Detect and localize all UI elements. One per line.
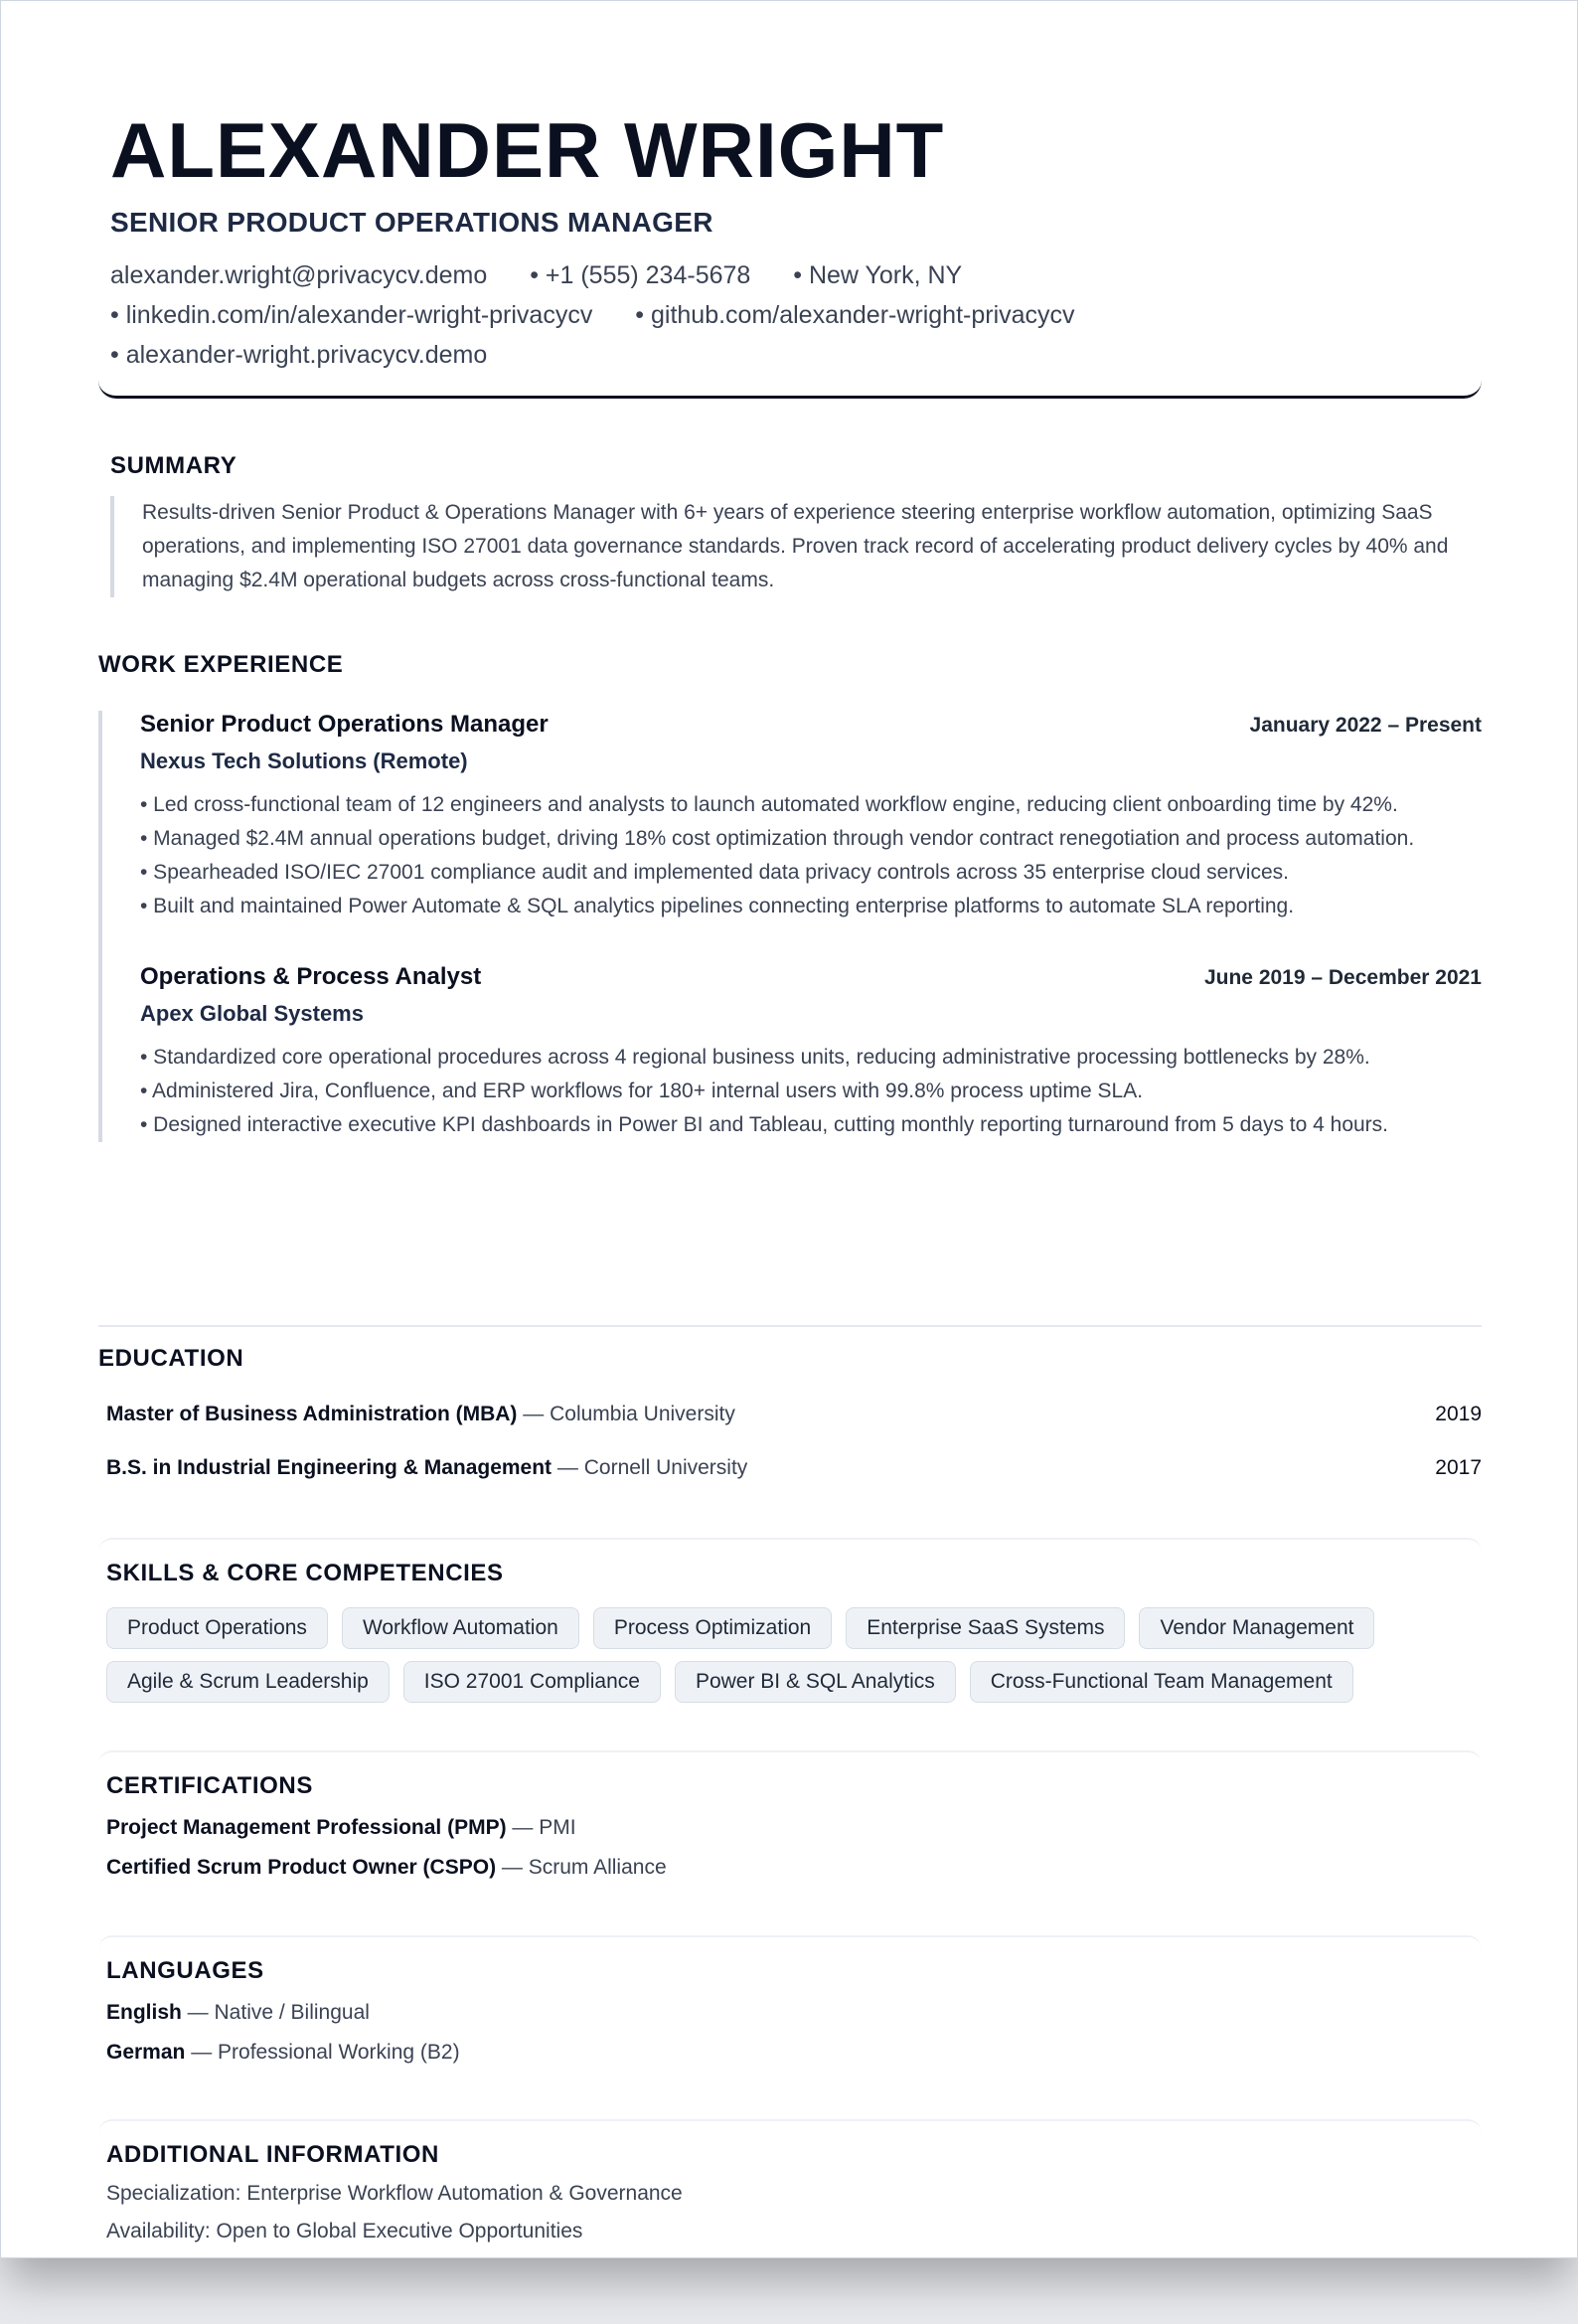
language-item bbox=[106, 1993, 1482, 2033]
additional-info-heading: ADDITIONAL INFORMATION bbox=[106, 2141, 439, 2168]
certification-item bbox=[106, 1808, 1482, 1848]
skills-list bbox=[106, 1607, 1498, 1703]
contact-github[interactable]: • github.com/alexander-wright-privacycv bbox=[635, 301, 1075, 329]
job-bullet: • Built and maintained Power Automate & SQL analytics pipelines connecting enterprise platforms to automate SLA reporting. bbox=[140, 895, 1295, 917]
job-company: Nexus Tech Solutions (Remote) bbox=[140, 748, 468, 773]
skill-chip: Product Operations bbox=[106, 1607, 328, 1649]
job-entry bbox=[140, 963, 1482, 1142]
job-company: Apex Global Systems bbox=[140, 1001, 364, 1026]
summary-heading: SUMMARY bbox=[110, 452, 237, 479]
education-year: 2017 bbox=[1435, 1456, 1482, 1479]
contact-linkedin[interactable]: • linkedin.com/in/alexander-wright-privacycv bbox=[110, 301, 593, 329]
job-role: Operations & Process Analyst bbox=[140, 963, 482, 990]
job-bullet: • Led cross-functional team of 12 engineers and analysts to launch automated workflow engine, reducing client onboarding time by 42%. bbox=[140, 793, 1398, 816]
job-bullets bbox=[140, 1041, 1482, 1142]
contact-row bbox=[110, 295, 1482, 335]
job-entry bbox=[140, 711, 1482, 923]
education-degree: B.S. in Industrial Engineering & Management bbox=[106, 1456, 552, 1479]
additional-info-section bbox=[98, 2119, 1482, 2250]
language-level: — Native / Bilingual bbox=[181, 2001, 370, 2024]
contact-location: • New York, NY bbox=[793, 261, 963, 289]
education-section bbox=[98, 1345, 1482, 1480]
language-name: German bbox=[106, 2041, 186, 2064]
language-item bbox=[106, 2033, 1482, 2073]
contact-info bbox=[110, 255, 1482, 375]
certifications-heading: CERTIFICATIONS bbox=[106, 1772, 313, 1799]
languages-heading: LANGUAGES bbox=[106, 1957, 264, 1984]
skill-chip: Agile & Scrum Leadership bbox=[106, 1661, 390, 1703]
certifications-section bbox=[98, 1750, 1482, 1888]
job-bullet: • Administered Jira, Confluence, and ERP workflows for 180+ internal users with 99.8% process uptime SLA. bbox=[140, 1079, 1144, 1102]
summary-text: Results-driven Senior Product & Operations Manager with 6+ years of experience steering enterprise workflow automation, optimizing SaaS operations, and implementing ISO 27001 data governance standards. Proven track record of accelerating product delivery cycles by 40% and managing $2.4M operational budgets across cross-functional teams. bbox=[110, 496, 1474, 597]
skill-chip: Workflow Automation bbox=[342, 1607, 579, 1649]
skill-chip: Vendor Management bbox=[1139, 1607, 1374, 1649]
skills-heading: SKILLS & CORE COMPETENCIES bbox=[106, 1560, 504, 1586]
education-year: 2019 bbox=[1435, 1403, 1482, 1425]
candidate-title: SENIOR PRODUCT OPERATIONS MANAGER bbox=[110, 207, 713, 238]
job-bullet: • Spearheaded ISO/IEC 27001 compliance audit and implemented data privacy controls across 35 enterprise cloud services. bbox=[140, 861, 1289, 884]
job-role: Senior Product Operations Manager bbox=[140, 711, 549, 738]
job-bullet: • Standardized core operational procedures across 4 regional business units, reducing administrative processing bottlenecks by 28%. bbox=[140, 1046, 1370, 1069]
education-degree: Master of Business Administration (MBA) bbox=[106, 1403, 518, 1425]
skills-section bbox=[98, 1538, 1482, 1703]
header-divider bbox=[98, 371, 1482, 399]
education-heading: EDUCATION bbox=[98, 1345, 244, 1372]
job-bullets bbox=[140, 788, 1482, 923]
work-experience-section bbox=[98, 651, 1482, 1142]
contact-phone[interactable]: • +1 (555) 234-5678 bbox=[530, 261, 751, 289]
skill-chip: Enterprise SaaS Systems bbox=[846, 1607, 1125, 1649]
skill-chip: Process Optimization bbox=[593, 1607, 832, 1649]
certification-issuer: — Scrum Alliance bbox=[496, 1856, 667, 1879]
skill-chip: ISO 27001 Compliance bbox=[403, 1661, 661, 1703]
language-name: English bbox=[106, 2001, 182, 2024]
skill-chip: Cross-Functional Team Management bbox=[970, 1661, 1353, 1703]
additional-info-item: Specialization: Enterprise Workflow Automation & Governance bbox=[106, 2182, 683, 2205]
certification-name: Project Management Professional (PMP) bbox=[106, 1816, 507, 1839]
resume-header bbox=[110, 108, 1482, 375]
contact-email[interactable]: alexander.wright@privacycv.demo bbox=[110, 261, 488, 289]
summary-section bbox=[110, 452, 1482, 597]
education-school: — Cornell University bbox=[552, 1456, 748, 1479]
job-bullet: • Managed $2.4M annual operations budget, driving 18% cost optimization through vendor contract renegotiation and process automation. bbox=[140, 827, 1415, 850]
work-experience-list bbox=[98, 711, 1482, 1142]
work-experience-heading: WORK EXPERIENCE bbox=[98, 651, 344, 678]
certification-issuer: — PMI bbox=[506, 1816, 576, 1839]
education-item bbox=[106, 1456, 1482, 1480]
additional-info-item: Availability: Open to Global Executive Opportunities bbox=[106, 2220, 583, 2242]
skill-chip: Power BI & SQL Analytics bbox=[675, 1661, 956, 1703]
certification-name: Certified Scrum Product Owner (CSPO) bbox=[106, 1856, 497, 1879]
candidate-name: ALEXANDER WRIGHT bbox=[110, 106, 945, 194]
job-bullet: • Designed interactive executive KPI dashboards in Power BI and Tableau, cutting monthly reporting turnaround from 5 days to 4 hours. bbox=[140, 1113, 1389, 1136]
language-level: — Professional Working (B2) bbox=[185, 2041, 460, 2064]
education-school: — Columbia University bbox=[517, 1403, 735, 1425]
contact-row bbox=[110, 255, 1482, 295]
section-divider bbox=[98, 1325, 1482, 1327]
contact-website[interactable]: • alexander-wright.privacycv.demo bbox=[110, 341, 488, 369]
job-dates: January 2022 – Present bbox=[1249, 714, 1482, 737]
contact-row bbox=[110, 335, 1482, 375]
certification-item bbox=[106, 1848, 1482, 1888]
languages-section bbox=[98, 1935, 1482, 2073]
job-dates: June 2019 – December 2021 bbox=[1203, 966, 1482, 989]
education-item bbox=[106, 1403, 1482, 1426]
